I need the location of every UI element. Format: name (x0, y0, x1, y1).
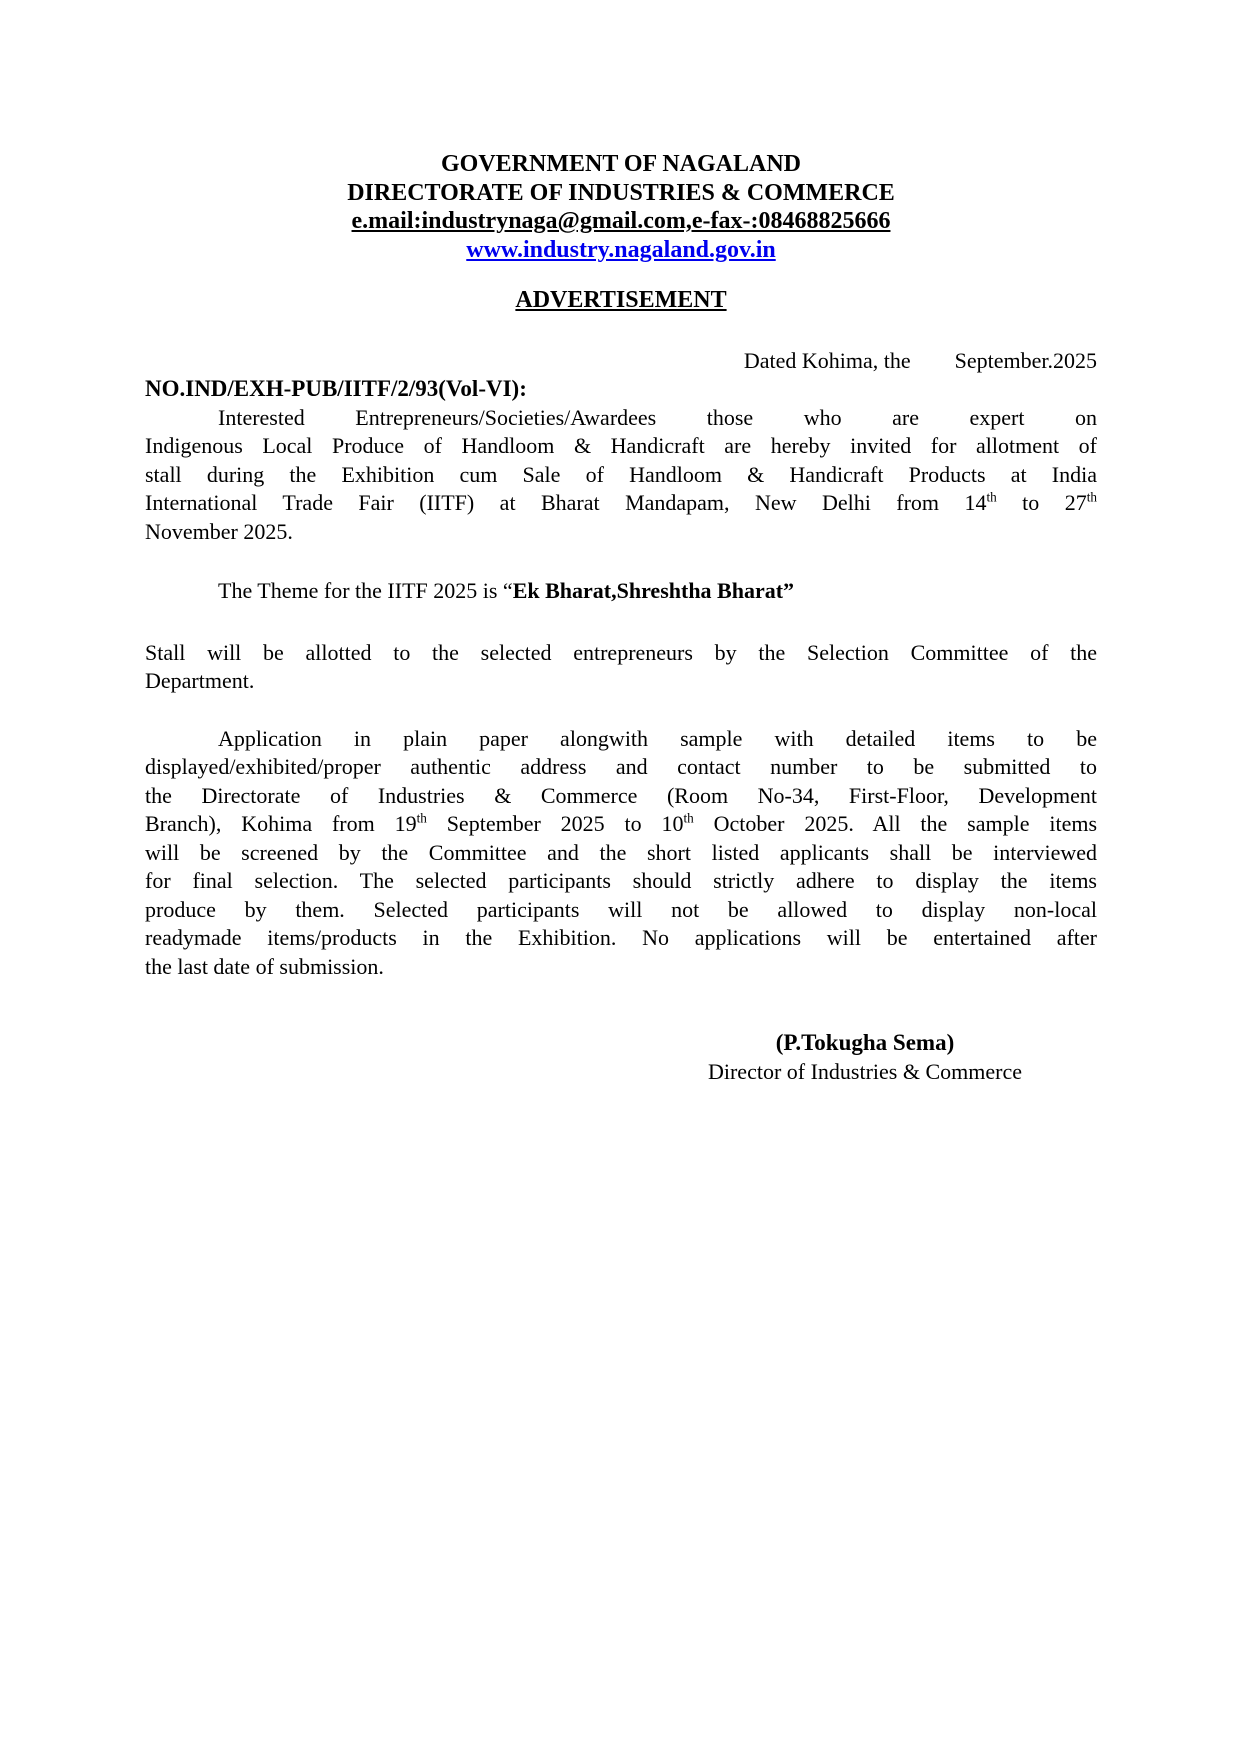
text-line: readymade items/products in the Exhibition. No applications will be entertained after (145, 925, 1097, 950)
text-line: displayed/exhibited/proper authentic address and contact number to be submitted to (145, 754, 1097, 779)
reference-number: NO.IND/EXH-PUB/IITF/2/93(Vol-VI): (145, 376, 527, 401)
text-line: Application in plain paper alongwith sample with detailed items to be (218, 725, 1097, 751)
date-line (145, 347, 1097, 376)
paragraph-intro (145, 404, 1097, 547)
date-month-year: September.2025 (954, 347, 1097, 373)
contact-line (145, 207, 1097, 236)
directorate-name: DIRECTORATE OF INDUSTRIES & COMMERCE (347, 179, 895, 206)
text-line: International Trade Fair (IITF) at Bharat Mandapam, New Delhi from 14th to 27th (145, 489, 1097, 515)
paragraph-application (145, 725, 1097, 982)
text-line: Interested Entrepreneurs/Societies/Awardees those who are expert on (218, 404, 1097, 430)
contact-line-text: e.mail:industrynaga@gmail.com,e-fax-:08468825666 (351, 208, 891, 234)
theme-line: The Theme for the IITF 2025 is “Ek Bharat,Shreshtha Bharat” (218, 578, 795, 603)
text-line: Department. (145, 668, 255, 693)
paragraph-stall-allotment (145, 639, 1097, 696)
text-line: November 2025. (145, 518, 293, 544)
text-line: for final selection. The selected participants should strictly adhere to display the items (145, 868, 1097, 893)
text-line: Branch), Kohima from 19th September 2025 to 10th October 2025. All the sample items (145, 810, 1098, 836)
letterhead (145, 150, 1097, 264)
text-line: will be screened by the Committee and the short listed applicants shall be interviewed (145, 839, 1097, 865)
advertisement-heading-row (145, 286, 1097, 315)
text-line: produce by them. Selected participants will not be allowed to display non-local (145, 896, 1097, 922)
website-line (145, 236, 1097, 265)
text-line: the last date of submission. (145, 953, 384, 979)
date-place-label: Dated Kohima, the (743, 347, 911, 373)
text-line: the Directorate of Industries & Commerce (Room No-34, First-Floor, Development (145, 782, 1097, 808)
signatory-designation: Director of Industries & Commerce (707, 1058, 1022, 1084)
advertisement-heading: ADVERTISEMENT (515, 287, 727, 313)
text-line: Stall will be allotted to the selected entrepreneurs by the Selection Committee of the (145, 639, 1097, 665)
text-line: Indigenous Local Produce of Handloom & Handicraft are hereby invited for allotment of (145, 433, 1097, 458)
signature-block (633, 1029, 1097, 1086)
government-name: GOVERNMENT OF NAGALAND (440, 151, 801, 177)
website-link[interactable]: www.industry.nagaland.gov.in (466, 236, 776, 263)
text-line: stall during the Exhibition cum Sale of Handloom & Handicraft Products at India (145, 461, 1097, 487)
signatory-name: (P.Tokugha Sema) (775, 1030, 955, 1055)
